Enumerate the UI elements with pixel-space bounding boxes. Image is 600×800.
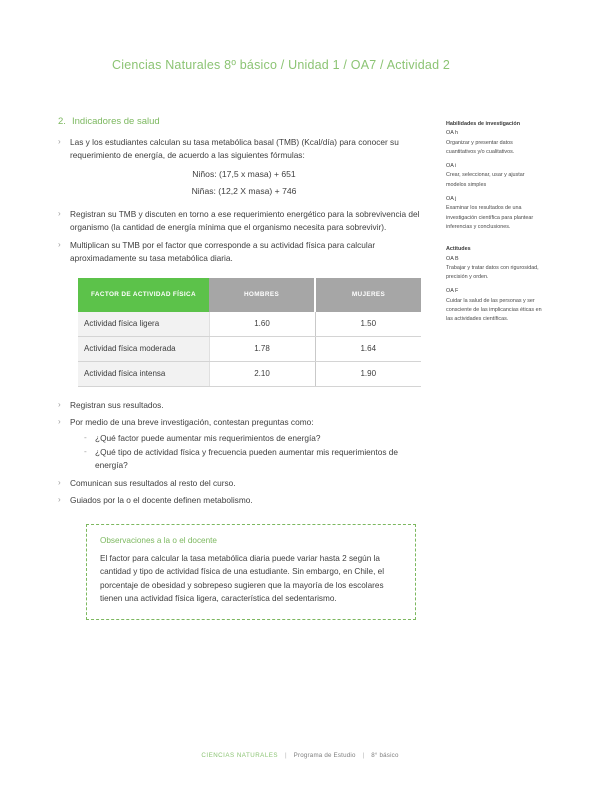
activity-steps-mid [58,208,430,266]
list-item [58,208,430,235]
table-cell-label: Actividad física moderada [78,336,209,361]
list-item [58,136,430,163]
list-item [58,239,430,266]
table-cell-hombres: 1.78 [209,336,315,361]
footer-separator-2: | [362,752,365,759]
table-cell-label: Actividad física ligera [78,312,209,337]
page-footer [0,752,600,759]
main-content [58,116,430,620]
table-cell-hombres: 1.60 [209,312,315,337]
sidebar-text-oab: Trabajar y tratar datos con rigurosidad, precisión y orden. [446,264,539,281]
table-col-mujeres: MUJERES [315,278,421,312]
sidebar-code-oab: OA B [446,255,459,262]
list-item-text: Las y los estudiantes calculan su tasa metabólica basal (TMB) (Kcal/día) para conocer su requerimiento de energía, de acuerdo a las siguientes fórmulas: [70,137,399,161]
footer-program: Programa de Estudio [293,752,356,759]
list-item-text: Registran sus resultados. [70,399,164,410]
footer-separator-1: | [284,752,287,759]
activity-steps-bottom [58,399,430,508]
list-item-text: Multiplican su TMB por el factor que corresponde a su actividad física para calcular aproximadamente su tasa metabólica diaria. [70,239,376,264]
table-cell-hombres: 2.10 [209,361,315,386]
sidebar-text-oaf: Cuidar la salud de las personas y ser consciente de las implicancias éticas en las actividades científicas. [446,297,542,323]
sub-list-item [84,446,430,473]
sidebar-code-oai: OA i [446,163,457,170]
page-title: Ciencias Naturales 8º básico / Unidad 1 / OA7 / Actividad 2 [112,58,451,72]
table-row [78,336,421,361]
table-header-row [78,278,421,312]
activity-factor-table [78,278,421,387]
table-cell-mujeres: 1.64 [315,336,421,361]
table-cell-label: Actividad física intensa [78,361,209,386]
list-item [58,477,430,490]
table-body [78,312,421,387]
sub-list-item [84,432,430,445]
formula-boys: Niños: (17,5 x masa) + 651 [192,168,296,179]
sidebar-text-oah: Organizar y presentar datos cuantitativos y/o cualitativos. [446,139,515,155]
sidebar-code-oah: OA h [446,130,458,137]
chevron-right-icon: › [58,399,61,409]
chevron-right-icon: › [58,477,61,487]
list-item [58,494,430,507]
footer-brand: CIENCIAS NATURALES [201,752,279,759]
sub-list-item-text: ¿Qué tipo de actividad física y frecuencia pueden aumentar mis requerimientos de energía? [95,447,398,471]
activity-steps-top [58,136,430,163]
section-heading [58,116,430,127]
chevron-right-icon: › [58,495,61,505]
chevron-right-icon: › [58,417,61,427]
list-item-text: Registran su TMB y discuten en torno a ese requerimiento energético para la sobrevivencia del organismo (la cantidad de energía mínima que el organismo necesita para sobrevivir). [70,208,420,233]
chevron-right-icon: › [58,208,61,218]
question-sublist [70,432,430,473]
list-item-text: Guiados por la o el docente definen metabolismo. [70,495,253,506]
objectives-sidebar [446,120,542,330]
observations-text: El factor para calcular la tasa metabólica diaria puede variar hasta 2 según la cantidad y tipo de actividad física de una estudiante. Sin embargo, en Chile, el porcentaje de obesidad y sobrepeso sugieren que la mayoría de los escolares tienen una actividad física ligera, característica del sedentarismo. [100,553,385,604]
table-col-factor: FACTOR DE ACTIVIDAD FÍSICA [78,278,209,312]
sidebar-group-skills-heading: Habilidades de investigación [446,121,520,127]
sub-list-item-text: ¿Qué factor puede aumentar mis requerimientos de energía? [95,432,321,443]
list-item-text: Comunican sus resultados al resto del curso. [70,477,236,488]
sidebar-code-oaf: OA F [446,288,459,295]
section-number: 2. [58,116,66,127]
dash-bullet-icon: - [84,446,87,456]
table-row [78,312,421,337]
section-title: Indicadores de salud [72,116,160,127]
table-cell-mujeres: 1.90 [315,361,421,386]
table-header [78,278,421,312]
list-item [58,399,430,412]
sidebar-code-oaj: OA j [446,196,457,203]
sidebar-group-attitudes-heading: Actitudes [446,246,471,253]
table-col-hombres: HOMBRES [209,278,315,312]
sidebar-text-oai: Crear, seleccionar, usar y ajustar modelos simples [446,172,525,188]
observations-title: Observaciones a la o el docente [100,535,217,545]
footer-level: 8° básico [371,752,399,759]
formula-girls: Niñas: (12,2 X masa) + 746 [191,185,297,196]
teacher-observations-box [86,524,416,620]
sidebar-text-oaj: Examinar los resultados de una investigación científica para plantear inferencias y conclusiones. [446,205,534,230]
list-item-text: Por medio de una breve investigación, contestan preguntas como: [70,417,314,428]
dash-bullet-icon: - [84,431,87,442]
table-row [78,361,421,386]
chevron-right-icon: › [58,239,61,249]
chevron-right-icon: › [58,137,61,146]
list-item [58,416,430,473]
table-cell-mujeres: 1.50 [315,312,421,337]
